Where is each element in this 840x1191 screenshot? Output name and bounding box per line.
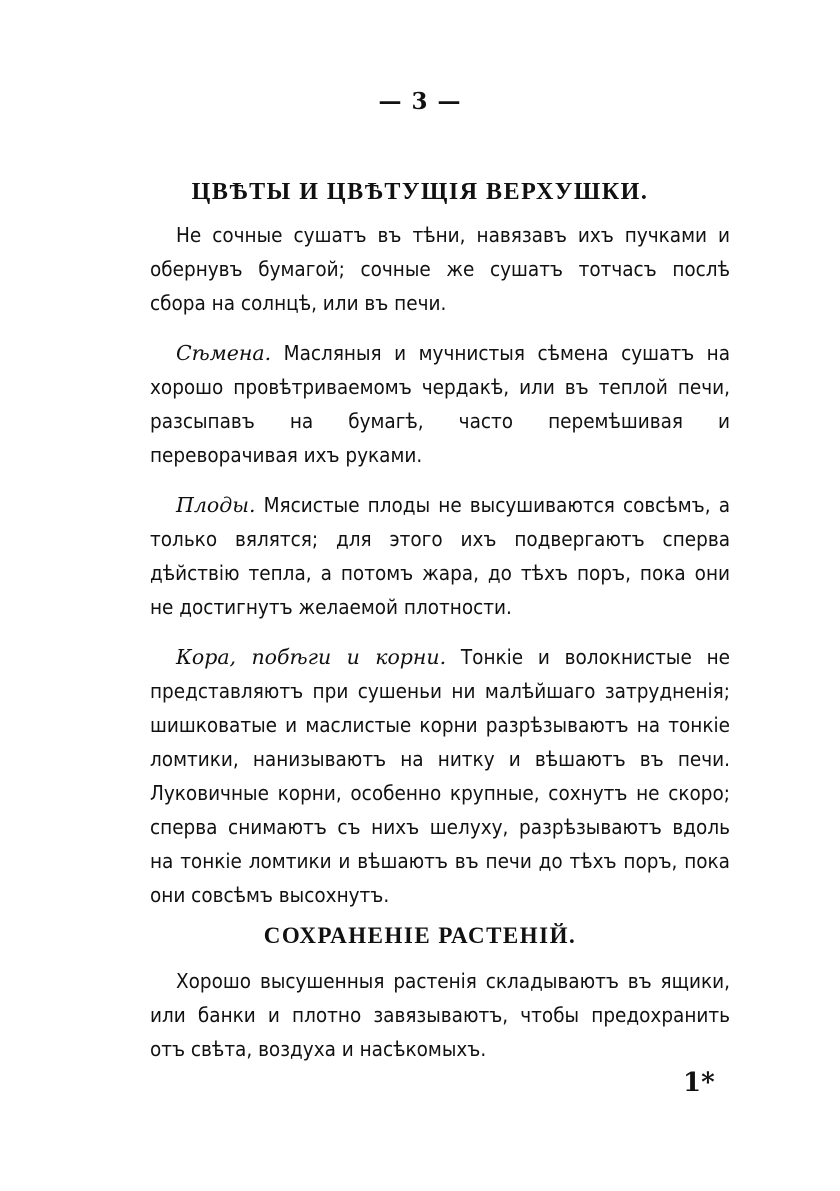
- paragraph-text: Хорошо высушенныя растенія складываютъ въ ящики, или банки и плотно завязываютъ, чтобы предохранить отъ свѣта, воздуха и насѣкомыхъ.: [150, 969, 730, 1061]
- paragraph-fruits: [150, 488, 730, 624]
- signature-mark: 1*: [683, 1068, 715, 1098]
- section-heading-storage: СОХРАНЕНІЕ РАСТЕНІЙ.: [263, 923, 577, 949]
- page-number: — 3 —: [378, 88, 462, 115]
- paragraph-bark-shoots-roots: [150, 640, 730, 912]
- run-in-label-fruits: Плоды.: [176, 493, 256, 517]
- paragraph-text: Тонкіе и волокнистые не представляютъ при сушеньи ни малѣйшаго затрудненія; шишковатые и маслистые корни разрѣзываютъ на тонкіе ломтики, нанизываютъ на нитку и вѣшаютъ въ печи. Луковичные корни, особенно крупные, сохнутъ не скоро; сперва снимаютъ съ нихъ шелуху, разрѣзываютъ вдоль на тонкіе ломтики и вѣшаютъ въ печи до тѣхъ поръ, пока они совсѣмъ высохнутъ.: [150, 645, 731, 907]
- run-in-label-seeds: Сѣмена.: [176, 341, 272, 365]
- paragraph-seeds: [150, 336, 730, 472]
- paragraph-text: Не сочные сушатъ въ тѣни, навязавъ ихъ пучками и обернувъ бумагой; сочные же сушатъ тотчасъ послѣ сбора на солнцѣ, или въ печи.: [150, 223, 730, 315]
- section-body-flowers: [150, 218, 730, 928]
- section-heading-flowers: ЦВѢТЫ И ЦВѢТУЩІЯ ВЕРХУШКИ.: [191, 179, 649, 206]
- paragraph-text: Мясистые плоды не высушиваются совсѣмъ, а только вялятся; для этого ихъ подвергаютъ сперва дѣйствію тепла, а потомъ жара, до тѣхъ поръ, пока они не достигнутъ желаемой плотности.: [150, 493, 730, 619]
- paragraph-non-juicy: [150, 218, 730, 320]
- paragraph-text: Масляныя и мучнистыя сѣмена сушатъ на хорошо провѣтриваемомъ чердакѣ, или въ теплой печи, разсыпавъ на бумагѣ, часто перемѣшивая и переворачивая ихъ руками.: [150, 341, 730, 467]
- paragraph-storage: [150, 964, 730, 1066]
- section-body-storage: [150, 964, 730, 1082]
- run-in-label-bark: Кора, побѣги и корни.: [176, 645, 447, 669]
